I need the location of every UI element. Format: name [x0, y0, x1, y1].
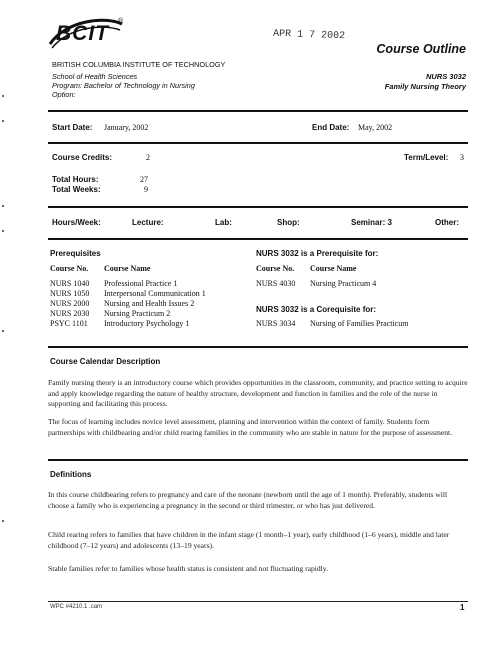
corequisite-for-title: NURS 3032 is a Corequisite for:: [256, 305, 377, 314]
table-row: [256, 279, 376, 289]
definitions-paragraph: Child rearing refers to families that have children in the infant stage (1 month–1 year), early childhood (1–6 years), middle and later childhood (7–12 years) and adolescents (13–19 years).: [48, 530, 450, 550]
definitions-paragraph: Stable families refer to families whose health status is consistent and not fluctuating rapidly.: [48, 564, 328, 573]
shop-label: Shop:: [277, 218, 300, 227]
form-code: WPC #4210.1 .cam: [50, 604, 103, 610]
prerequisite-for-table: [256, 264, 376, 289]
hours-week-label: Hours/Week:: [52, 218, 101, 227]
course-name: Nursing Practicum 2: [104, 309, 171, 318]
column-header-course-no: Course No.: [50, 264, 89, 273]
prerequisites-title: Prerequisites: [50, 249, 101, 258]
received-stamp: APR 1 7 2002: [272, 28, 346, 43]
description-paragraph: The focus of learning includes novice level assessment, planning and intervention within the context of family. Students form partnerships with childbearing and/or child rearing families in the community who are stable in nature for the purpose of assessment.: [48, 417, 453, 437]
term-level-label: Term/Level:: [404, 153, 449, 162]
definitions-paragraph: In this course childbearing refers to pregnancy and care of the neonate (newborn until the age of 1 month). Preferably, students will choose a family who is experiencing a pregnancy in the second or third trimester, or who has just delivered.: [48, 490, 448, 510]
other-label: Other:: [435, 218, 459, 227]
course-credits-label: Course Credits:: [52, 153, 113, 162]
logo-text: BCIT: [56, 22, 109, 45]
divider: [48, 459, 468, 461]
column-header-course-name: Course Name: [310, 264, 357, 273]
course-no: NURS 2030: [50, 309, 90, 318]
page-number: 1: [460, 603, 465, 612]
course-no: NURS 1050: [50, 289, 90, 298]
prerequisites-table: [50, 264, 206, 329]
definitions-title: Definitions: [50, 470, 92, 479]
start-date-value: January, 2002: [104, 123, 149, 132]
table-row: [50, 279, 206, 289]
margin-mark: [2, 205, 4, 207]
table-header-row: [256, 264, 376, 274]
school-name: School of Health Sciences: [52, 72, 138, 81]
divider: [48, 238, 468, 240]
course-no: NURS 3034: [256, 319, 296, 328]
divider: [48, 346, 468, 348]
divider: [48, 110, 468, 112]
corequisite-for-table: [256, 319, 408, 329]
course-no: NURS 1040: [50, 279, 90, 288]
margin-mark: [2, 230, 4, 232]
course-no: PSYC 1101: [50, 319, 88, 328]
course-no: NURS 2000: [50, 299, 90, 308]
program-name: Program: Bachelor of Technology in Nursing: [52, 81, 195, 90]
total-hours-value: 27: [140, 175, 148, 184]
divider: [48, 206, 468, 208]
margin-mark: [2, 120, 4, 122]
end-date-value: May, 2002: [358, 123, 393, 132]
course-name: Nursing of Families Practicum: [310, 319, 409, 328]
option-label: Option:: [52, 90, 76, 99]
divider: [48, 142, 468, 144]
institute-name: BRITISH COLUMBIA INSTITUTE OF TECHNOLOGY: [52, 60, 226, 69]
course-name: Interpersonal Communication 1: [104, 289, 206, 298]
lecture-label: Lecture:: [132, 218, 164, 227]
lab-label: Lab:: [215, 218, 232, 227]
column-header-course-name: Course Name: [104, 264, 151, 273]
total-hours-label: Total Hours:: [52, 175, 99, 184]
course-code: NURS 3032: [425, 72, 466, 81]
table-header-row: [50, 264, 206, 274]
description-title: Course Calendar Description: [50, 357, 161, 366]
description-paragraph: Family nursing theory is an introductory course which provides opportunities in the classroom, community, and practice setting to acquire and apply knowledge regarding the nature of healthy structure, development and function in families and the role of the nurse in supporting and facilitating this process.: [48, 378, 468, 408]
table-row: [50, 299, 206, 309]
course-credits-value: 2: [146, 153, 150, 162]
registered-mark: ®: [118, 18, 124, 25]
end-date-label: End Date:: [312, 123, 350, 132]
footer-divider: [48, 601, 468, 602]
total-weeks-label: Total Weeks:: [52, 185, 101, 194]
column-header-course-no: Course No.: [256, 264, 295, 273]
table-row: [50, 319, 206, 329]
seminar-label: Seminar: 3: [351, 218, 392, 227]
course-name: Introductory Psychology 1: [104, 319, 190, 328]
course-name: Family Nursing Theory: [384, 82, 466, 91]
start-date-label: Start Date:: [52, 123, 93, 132]
course-no: NURS 4030: [256, 279, 296, 288]
margin-mark: [2, 520, 4, 522]
prerequisite-for-title: NURS 3032 is a Prerequisite for:: [256, 249, 379, 258]
course-name: Nursing and Health Issues 2: [104, 299, 195, 308]
margin-mark: [2, 330, 4, 332]
margin-mark: [2, 95, 4, 97]
doc-title: Course Outline: [376, 42, 466, 56]
total-weeks-value: 9: [144, 185, 148, 194]
table-row: [50, 309, 206, 319]
table-row: [256, 319, 408, 329]
term-level-value: 3: [460, 153, 464, 162]
table-row: [50, 289, 206, 299]
course-name: Nursing Practicum 4: [310, 279, 377, 288]
bcit-logo: [46, 14, 126, 54]
course-name: Professional Practice 1: [104, 279, 178, 288]
